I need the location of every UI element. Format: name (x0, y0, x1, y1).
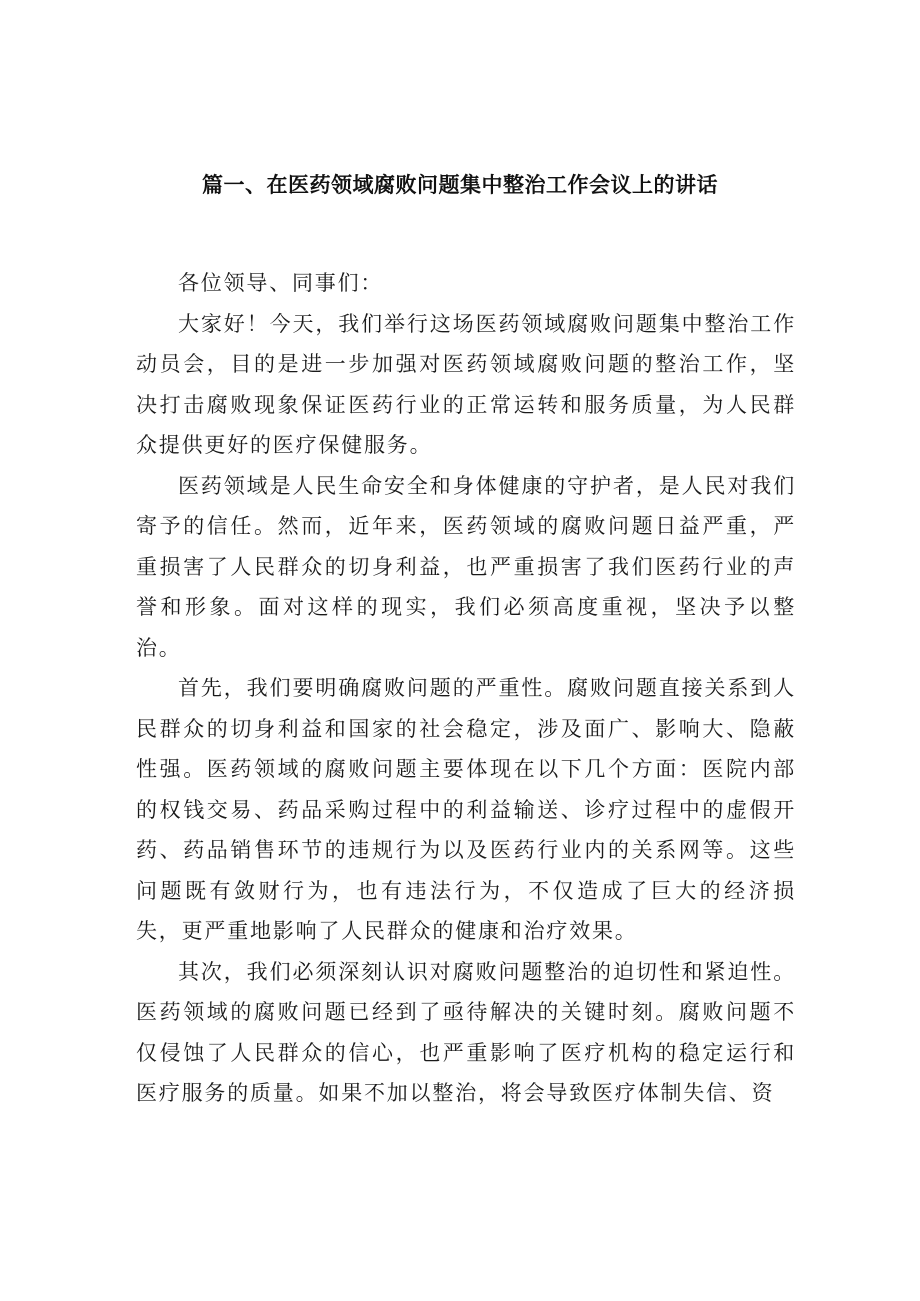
paragraph-greeting: 大家好！今天，我们举行这场医药领域腐败问题集中整治工作动员会，目的是进一步加强对医药领域腐败问题的整治工作，坚决打击腐败现象保证医药行业的正常运转和服务质量，为人民群众提供更好的医疗保健服务。 (136, 311, 796, 457)
paragraph-urgency: 其次，我们必须深刻认识对腐败问题整治的迫切性和紧迫性。医药领域的腐败问题已经到了亟待解决的关键时刻。腐败问题不仅侵蚀了人民群众的信心，也严重影响了医疗机构的稳定运行和医疗服务的质量。如果不加以整治，将会导致医疗体制失信、资 (136, 959, 796, 1105)
paragraph-severity: 首先，我们要明确腐败问题的严重性。腐败问题直接关系到人民群众的切身利益和国家的社会稳定，涉及面广、影响大、隐蔽性强。医药领域的腐败问题主要体现在以下几个方面：医院内部的权钱交易、药品采购过程中的利益输送、诊疗过程中的虚假开药、药品销售环节的违规行为以及医药行业内的关系网等。这些问题既有敛财行为，也有违法行为，不仅造成了巨大的经济损失，更严重地影响了人民群众的健康和治疗效果。 (136, 676, 796, 943)
salutation: 各位领导、同事们： (178, 271, 384, 295)
document-title: 篇一、在医药领域腐败问题集中整治工作会议上的讲话 (202, 173, 718, 197)
document-body (136, 263, 796, 1114)
paragraph-background: 医药领域是人民生命安全和身体健康的守护者，是人民对我们寄予的信任。然而，近年来，医药领域的腐败问题日益严重，严重损害了人民群众的切身利益，也严重损害了我们医药行业的声誉和形象。面对这样的现实，我们必须高度重视，坚决予以整治。 (136, 473, 796, 660)
